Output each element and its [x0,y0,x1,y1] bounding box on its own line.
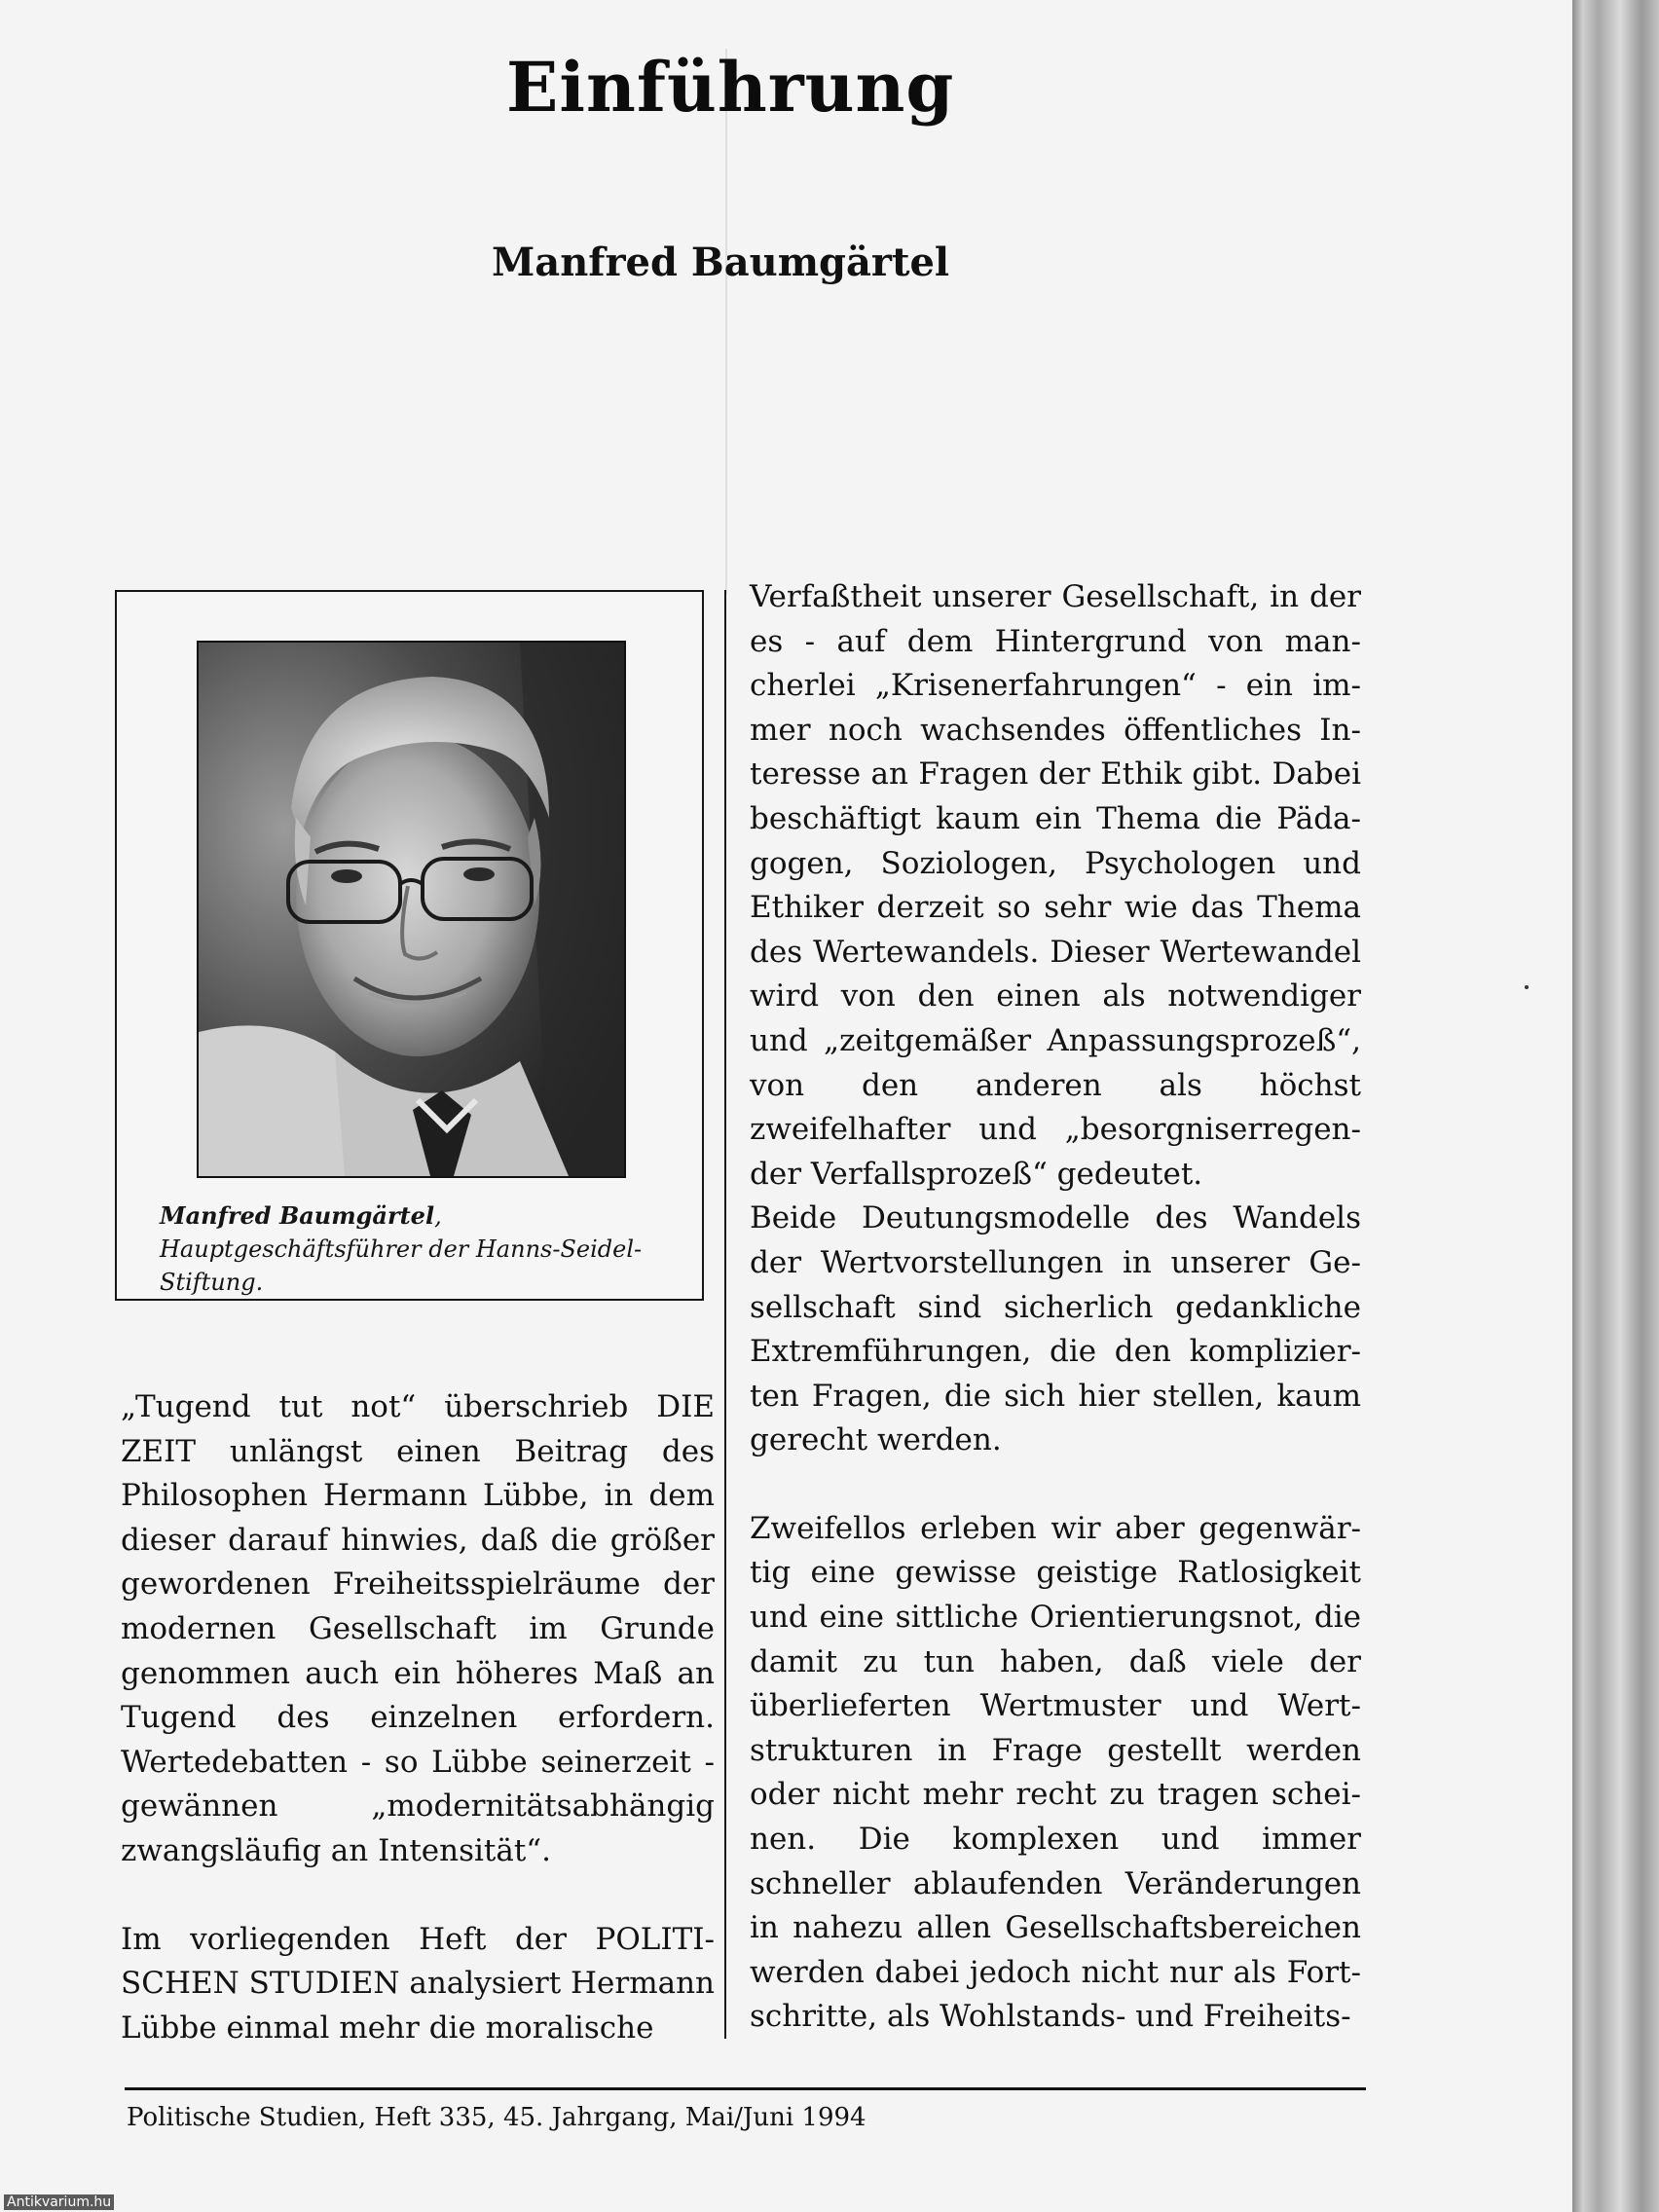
author-name: Manfred Baumgärtel [492,240,950,285]
source-watermark: Antikvarium.hu [4,2194,114,2210]
caption-role: , Hauptgeschäftsführer der Hanns-Seidel-Stiftung. [160,1202,643,1296]
page-title: Einführung [506,47,955,128]
left-paragraph-2: Im vorliegenden Heft der POLITISCHEN STUDIEN analysiert Hermann Lübbe einmal mehr die moralische [121,1921,716,2046]
author-photo-box [115,590,704,1301]
right-paragraph-3: Zweifellos erleben wir aber gegenwärtig eine gewisse geistige Ratlosigkeit und eine sittliche Orientierungsnot, die damit zu tun haben, daß viele der überlieferten Wertmuster und Wertstrukturen in Frage gestellt werden oder nicht mehr recht zu tragen scheinen. Die komplexen und immer schneller ablaufenden Veränderungen in nahezu allen Gesellschaftsbereichen werden dabei jedoch nicht nur als Fortschritte, als Wohlstands- und Freiheits- [750,1510,1361,2035]
right-paragraph-2: Beide Deutungsmodelle des Wandels der Wertvorstellungen in unserer Gesellschaft sind sicherlich gedankliche Extremführungen, die den komplizierten Fragen, die sich hier stellen, kaum gerecht werden. [750,1200,1361,1458]
page-footer: Politische Studien, Heft 335, 45. Jahrgang, Mai/Juni 1994 [127,2103,866,2132]
author-portrait-photo [197,641,626,1178]
right-column [750,575,1361,2040]
left-paragraph-1: „Tugend tut not“ überschrieb DIE ZEIT unlängst einen Beitrag des Philosophen Hermann Lübbe, in dem dieser darauf hinwies, daß die größer gewordenen Freiheitsspielräume der modernen Gesellschaft im Grunde genommen auch ein höheres Maß an Tugend des einzelnen erfordern. Wertedebatten - so Lübbe seinerzeit - gewännen „modernitätsabhängig zwangsläufig an Intensität“. [121,1389,715,1868]
show-through-rule [725,49,727,594]
column-divider [724,590,726,2039]
portrait-image [199,643,624,1176]
caption-name: Manfred Baumgärtel [160,1201,435,1230]
book-binding-edge [1572,0,1659,2212]
right-paragraph-1: Verfaßtheit unserer Gesellschaft, in der es - auf dem Hintergrund von mancherlei „Krisenerfahrungen“ - ein immer noch wachsendes öffentliches Interesse an Fragen der Ethik gibt. Dabei beschäftigt kaum ein Thema die Pädagogen, Soziologen, Psychologen und Ethiker derzeit so sehr wie das Thema des Wertewandels. Dieser Wertewandel wird von den einen als notwendiger und „zeitgemäßer Anpassungsprozeß“, von den anderen als höchst zweifelhafter und „besorgniserregender Verfallsprozeß“ gedeutet. [750,579,1361,1192]
footer-rule [125,2087,1366,2090]
photo-caption [160,1199,685,1299]
print-speck [1525,985,1529,989]
left-column [121,1385,715,2050]
